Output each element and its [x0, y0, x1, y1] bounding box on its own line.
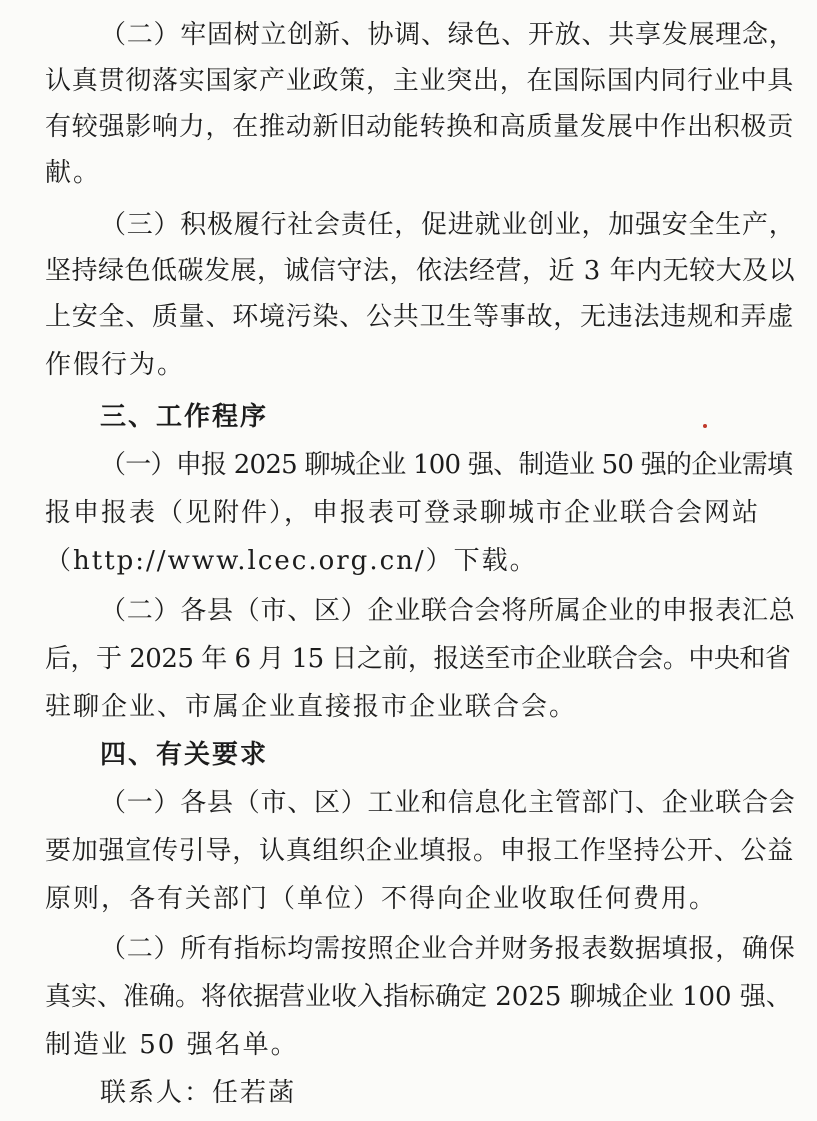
text-line: 有较强影响力，在推动新旧动能转换和高质量发展中作出积极贡: [45, 112, 795, 142]
red-dot-mark: [703, 424, 707, 428]
text-line: 上安全、质量、环境污染、公共卫生等事故，无违法违规和弄虚: [45, 302, 795, 332]
text-line: 献。: [45, 158, 102, 188]
text-line: 作假行为。: [45, 350, 186, 380]
text-line: 认真贯彻落实国家产业政策，主业突出，在国际国内同行业中具: [45, 66, 795, 96]
text-line: （二）所有指标均需按照企业合并财务报表数据填报，确保: [100, 934, 796, 964]
contact-person-line: 联系人：任若菡: [100, 1078, 297, 1108]
text-line: （二）牢固树立创新、协调、绿色、开放、共享发展理念，: [100, 20, 796, 50]
text-line: 驻聊企业、市属企业直接报市企业联合会。: [45, 692, 578, 722]
text-line: 真实、准确。将依据营业收入指标确定 2025 聊城企业 100 强、: [45, 982, 792, 1012]
website-link-line: （http://www.lcec.org.cn/）下载。: [45, 546, 538, 576]
text-line: 坚持绿色低碳发展，诚信守法，依法经营，近 3 年内无较大及以: [45, 256, 796, 286]
section-heading: 四、有关要求: [100, 740, 269, 770]
text-line: 制造业 50 强名单。: [45, 1030, 299, 1060]
text-line: （一）各县（市、区）工业和信息化主管部门、企业联合会: [100, 788, 796, 818]
section-heading: 三、工作程序: [100, 402, 269, 432]
text-line: 原则，各有关部门（单位）不得向企业收取任何费用。: [45, 884, 718, 914]
text-line: （二）各县（市、区）企业联合会将所属企业的申报表汇总: [100, 596, 796, 626]
text-line: （三）积极履行社会责任，促进就业创业，加强安全生产，: [100, 210, 796, 240]
text-line: 后，于 2025 年 6 月 15 日之前，报送至市企业联合会。中央和省: [45, 644, 791, 674]
text-line: 要加强宣传引导，认真组织企业填报。申报工作坚持公开、公益: [45, 836, 795, 866]
text-line: （一）申报 2025 聊城企业 100 强、制造业 50 强的企业需填: [100, 450, 793, 480]
text-line: 报申报表（见附件），申报表可登录聊城市企业联合会网站: [45, 498, 761, 528]
